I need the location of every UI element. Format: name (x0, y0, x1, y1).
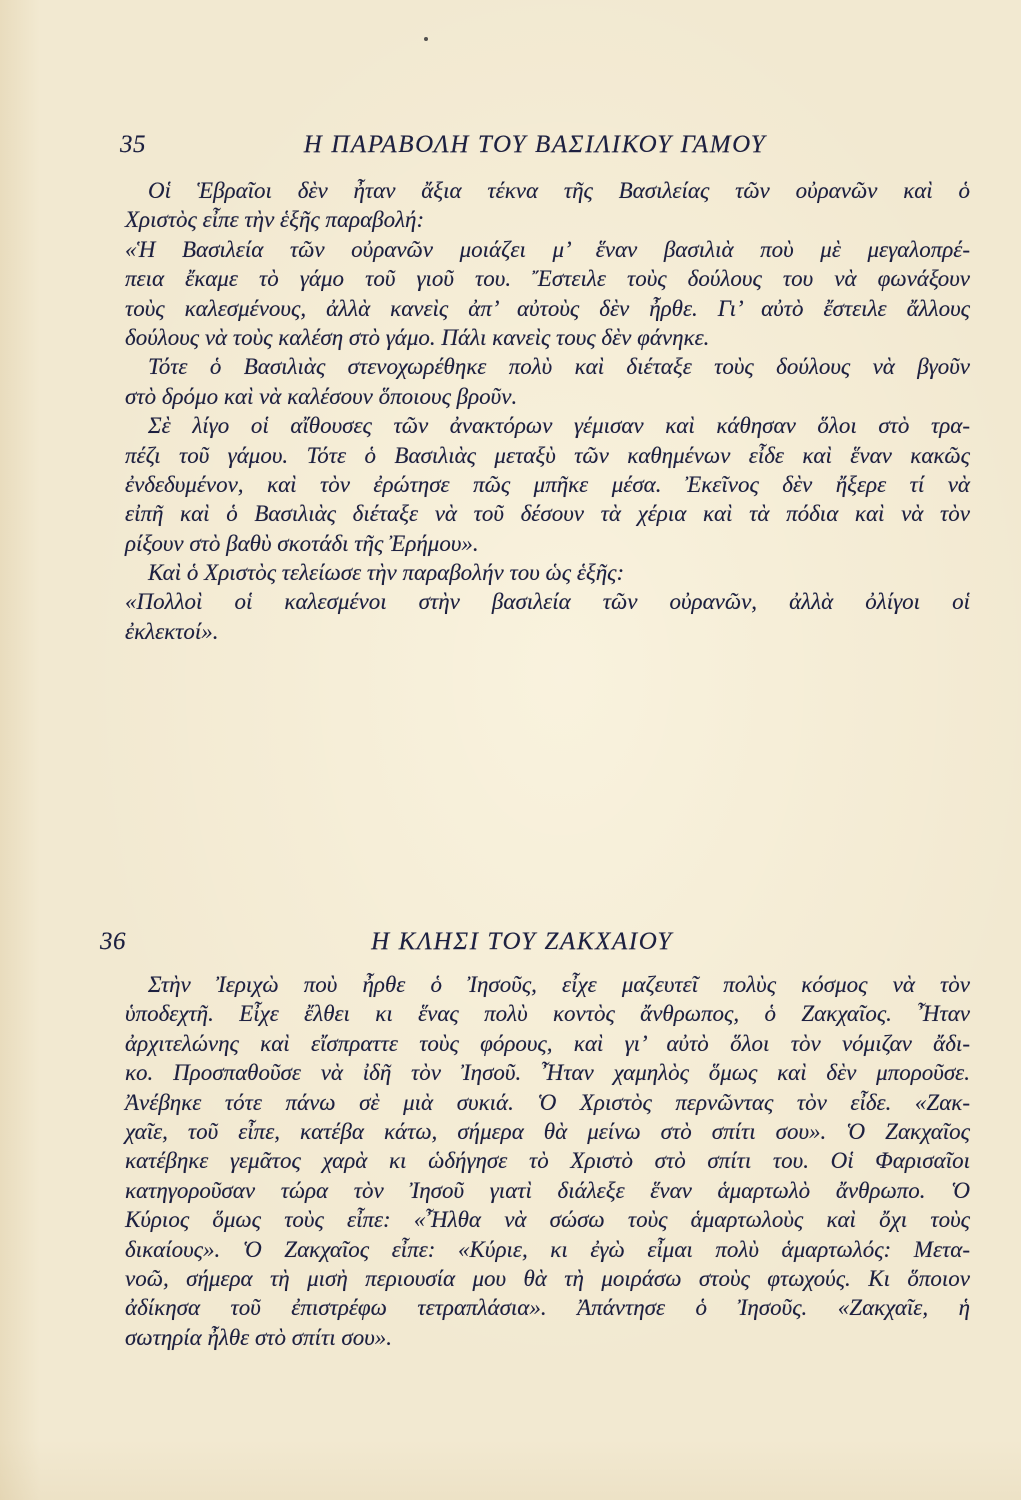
text-line: ἐνδεδυμένον, καὶ τὸν ἐρώτησε πῶς μπῆκε μέσα. Ἐκεῖνος δὲν ἤξερε τί νὰ (125, 471, 970, 497)
section-number: 35 (120, 131, 146, 158)
text-line: εἰπῆ καὶ ὁ Βασιλιὰς διέταξε νὰ τοῦ δέσουν τὰ χέρια καὶ τὰ πόδια καὶ νὰ τὸν (125, 501, 970, 527)
text-line: Σὲ λίγο οἱ αἴθουσες τῶν ἀνακτόρων γέμισαν καὶ κάθησαν ὅλοι στὸ τρα- (148, 413, 970, 439)
text-line: Κύριος ὅμως τοὺς εἶπε: «Ἦλθα νὰ σώσω τοὺς ἁμαρτωλοὺς καὶ ὄχι τοὺς (125, 1207, 970, 1233)
text-line: κο. Προσπαθοῦσε νὰ ἰδῆ τὸν Ἰησοῦ. Ἦταν χαμηλὸς ὅμως καὶ δὲν μποροῦσε. (125, 1060, 970, 1086)
text-line: τοὺς καλεσμένους, ἀλλὰ κανεὶς ἀπ’ αὐτοὺς δὲν ἦρθε. Γι’ αὐτὸ ἔστειλε ἄλλους (125, 295, 970, 321)
section-title: Η ΚΛΗΣΙ ΤΟΥ ΖΑΚΧΑΙΟΥ (371, 928, 673, 955)
text-line: Στὴν Ἰεριχὼ ποὺ ἦρθε ὁ Ἰησοῦς, εἶχε μαζευτεῖ πολὺς κόσμος νὰ τὸν (148, 972, 970, 997)
text-line: ἐκλεκτοί». (125, 618, 219, 644)
section-body (125, 176, 970, 646)
text-line: «Πολλοὶ οἱ καλεσμένοι στὴν βασιλεία τῶν οὐρανῶν, ἀλλὰ ὀλίγοι οἱ (125, 589, 970, 615)
text-line: «Ἡ Βασιλεία τῶν οὐρανῶν μοιάζει μ’ ἕναν βασιλιὰ ποὺ μὲ μεγαλοπρέ- (125, 236, 970, 262)
section-title: Η ΠΑΡΑΒΟΛΗ ΤΟΥ ΒΑΣΙΛΙΚΟΥ ΓΑΜΟΥ (303, 131, 767, 158)
text-line: δικαίους». Ὁ Ζακχαῖος εἶπε: «Κύριε, κι ἐγὼ εἶμαι πολὺ ἁμαρτωλός: Μετα- (125, 1236, 970, 1262)
text-line: δούλους νὰ τοὺς καλέση στὸ γάμο. Πάλι κανεὶς τους δὲν φάνηκε. (125, 324, 710, 350)
text-line: πέζι τοῦ γάμου. Τότε ὁ Βασιλιὰς μεταξὺ τῶν καθημένων εἶδε καὶ ἕναν κακῶς (125, 442, 970, 468)
text-line: κατέβηκε γεμᾶτος χαρὰ κι ὡδήγησε τὸ Χριστὸ στὸ σπίτι του. Οἱ Φαρισαῖοι (125, 1148, 970, 1174)
text-line: πεια ἔκαμε τὸ γάμο τοῦ γιοῦ του. Ἔστειλε τοὺς δούλους του νὰ φωνάξουν (125, 266, 970, 292)
text-line: χαῖε, τοῦ εἶπε, κατέβα κάτω, σήμερα θὰ μείνω στὸ σπίτι σου». Ὁ Ζακχαῖος (125, 1118, 970, 1144)
text-line: ρίξουν στὸ βαθὺ σκοτάδι τῆς Ἐρήμου». (125, 530, 479, 556)
text-line: Οἱ Ἑβραῖοι δὲν ἦταν ἄξια τέκνα τῆς Βασιλείας τῶν οὐρανῶν καὶ ὁ (148, 178, 970, 203)
text-line: Καὶ ὁ Χριστὸς τελείωσε τὴν παραβολήν του ὡς ἑξῆς: (148, 560, 625, 586)
text-line: στὸ δρόμο καὶ νὰ καλέσουν ὅποιους βροῦν. (125, 383, 518, 409)
text-line: σωτηρία ἦλθε στὸ σπίτι σου». (125, 1324, 393, 1350)
text-line: Χριστὸς εἶπε τὴν ἑξῆς παραβολή: (125, 207, 425, 233)
text-line: Ἀνέβηκε τότε πάνω σὲ μιὰ συκιά. Ὁ Χριστὸς περνῶντας τὸν εἶδε. «Ζακ- (125, 1089, 970, 1115)
text-line: Τότε ὁ Βασιλιὰς στενοχωρέθηκε πολὺ καὶ διέταξε τοὺς δούλους νὰ βγοῦν (148, 354, 970, 380)
text-line: ἀδίκησα τοῦ ἐπιστρέφω τετραπλάσια». Ἀπάντησε ὁ Ἰησοῦς. «Ζακχαῖε, ἡ (125, 1295, 970, 1321)
section-number: 36 (100, 928, 126, 955)
text-line: κατηγοροῦσαν τώρα τὸν Ἰησοῦ γιατὶ διάλεξε ἕναν ἁμαρτωλὸ ἄνθρωπο. Ὁ (125, 1177, 970, 1203)
text-line: ἀρχιτελώνης καὶ εἴσπραττε τοὺς φόρους, καὶ γι’ αὐτὸ ὅλοι τὸν νόμιζαν ἄδι- (125, 1030, 970, 1056)
text-line: νοῶ, σήμερα τὴ μισὴ περιουσία μου θὰ τὴ μοιράσω στοὺς φτωχούς. Κι ὅποιον (125, 1265, 970, 1291)
ink-speck (424, 37, 428, 41)
section-body (125, 970, 970, 1352)
text-line: ὑποδεχτῆ. Εἶχε ἔλθει κι ἕνας πολὺ κοντὸς ἄνθρωπος, ὁ Ζακχαῖος. Ἦταν (125, 1001, 970, 1027)
